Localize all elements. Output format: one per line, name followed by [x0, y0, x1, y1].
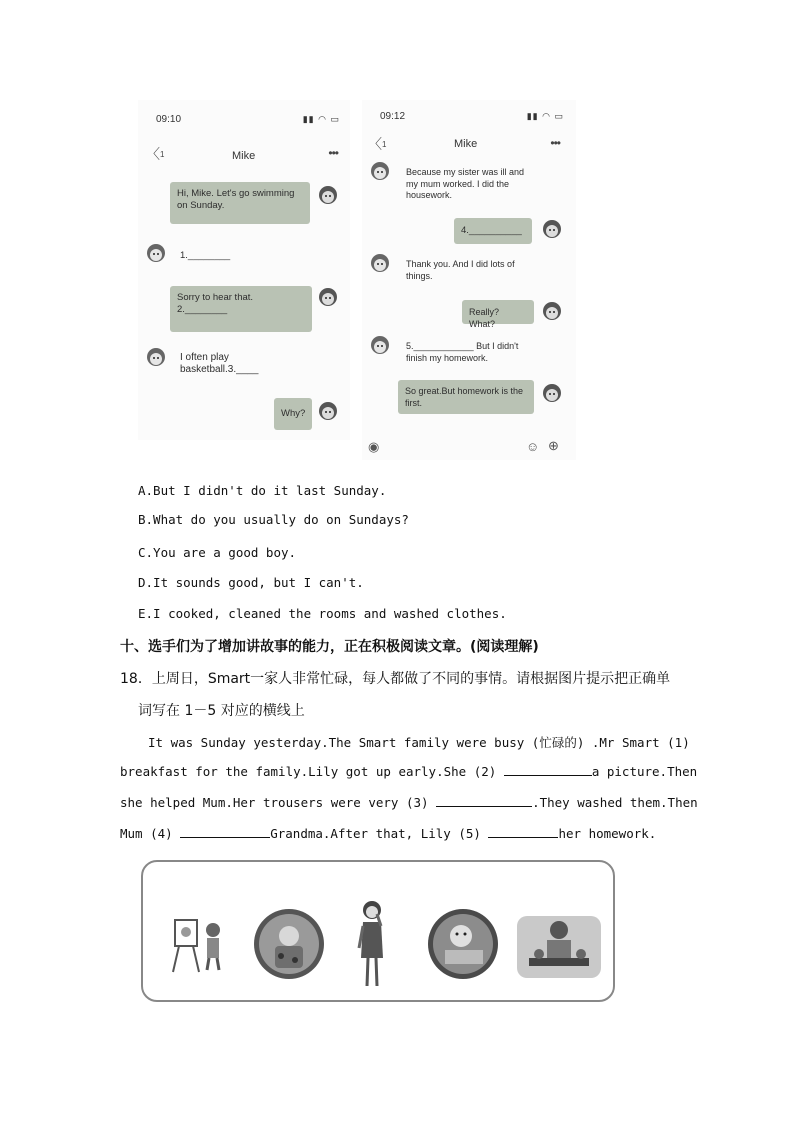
question-18-instruction-cont: 词写在 1－5 对应的横线上 [138, 703, 305, 719]
chat-bubble: Really? What? [462, 300, 534, 324]
chat-bubble: So great.But homework is the first. [398, 380, 534, 414]
chevron-left-icon[interactable]: 〈 [146, 146, 160, 162]
chat-message: I often play basketball.3.____ [180, 352, 259, 375]
chat-bubble: 4.__________ [454, 218, 532, 244]
painting-picture [169, 916, 229, 976]
passage-line-4 [120, 826, 656, 841]
chevron-left-icon[interactable]: 〈 [368, 136, 382, 152]
chat-message: Thank you. And I did lots of things. [406, 259, 515, 281]
passage-text: .They washed them.Then [532, 795, 698, 810]
friend-avatar [144, 346, 168, 370]
answer-blank-3[interactable] [436, 796, 532, 807]
homework-picture [425, 906, 501, 982]
more-dots-icon[interactable]: ••• [328, 146, 338, 160]
signal-wifi-battery-icon: ▮▮ ◠ ▭ [526, 111, 564, 121]
add-icon[interactable]: ⊕ [548, 438, 559, 453]
friend-avatar [368, 334, 392, 358]
dirty-clothes-picture [251, 906, 327, 982]
mike-avatar [316, 400, 340, 424]
option-a: A.But I didn't do it last Sunday. [138, 483, 387, 498]
more-dots-icon[interactable]: ••• [550, 136, 560, 150]
answer-blank-2[interactable] [504, 765, 592, 776]
section-title: 十、选手们为了增加讲故事的能力，正在积极阅读文章。(阅读理解) [120, 639, 539, 655]
chat-message: 5.____________ But I didn't finish my homework. [406, 341, 519, 363]
answer-blank-4[interactable] [180, 827, 270, 838]
picture-hints-box [141, 860, 615, 1002]
status-time: 09:12 [380, 111, 406, 122]
chat-message: 1.________ [180, 250, 231, 261]
mike-avatar [540, 382, 564, 406]
friend-avatar [368, 252, 392, 276]
chat-message: Because my sister was ill and my mum worked. I did the housework. [406, 167, 525, 200]
status-time: 09:10 [156, 114, 182, 125]
option-b: B.What do you usually do on Sundays? [138, 512, 409, 527]
chat-title: Mike [232, 150, 256, 162]
emoji-icon[interactable]: ☺ [526, 439, 540, 454]
passage-text: Grandma.After that, Lily (5) [270, 826, 489, 841]
mike-avatar [540, 218, 564, 242]
chat-title: Mike [454, 138, 478, 150]
chat-screenshot-2 [362, 100, 576, 460]
chat-bubble: Why? [274, 398, 312, 430]
option-c: C.You are a good boy. [138, 545, 297, 560]
answer-blank-5[interactable] [488, 827, 558, 838]
unread-count: 1 [382, 140, 387, 149]
signal-wifi-battery-icon: ▮▮ ◠ ▭ [302, 114, 340, 124]
friend-avatar [368, 160, 392, 184]
unread-count: 1 [160, 150, 165, 159]
chat-bubble: Sorry to hear that. 2.________ [170, 286, 312, 332]
passage-text: Mum (4) [120, 826, 181, 841]
option-e: E.I cooked, cleaned the rooms and washed clothes. [138, 606, 507, 621]
mike-avatar [316, 184, 340, 208]
mother-picture [355, 898, 389, 994]
passage-line-2 [120, 764, 697, 779]
friend-avatar [144, 242, 168, 266]
question-18-instruction: 18．上周日，Smart一家人非常忙碌，每人都做了不同的事情。请根据图片提示把正确单 [120, 671, 671, 687]
cooking-picture [515, 910, 603, 982]
chat-bubble: Hi, Mike. Let's go swimming on Sunday. [170, 182, 310, 224]
passage-text: a picture.Then [591, 764, 698, 779]
mike-avatar [316, 286, 340, 310]
passage-text: she helped Mum.Her trousers were very (3) [120, 795, 437, 810]
mike-avatar [540, 300, 564, 324]
voice-icon[interactable]: ◉ [368, 439, 380, 454]
option-d: D.It sounds good, but I can't. [138, 575, 364, 590]
passage-line-1: It was Sunday yesterday.The Smart family were busy (忙碌的) .Mr Smart (1) [148, 735, 690, 750]
passage-text: breakfast for the family.Lily got up early.She (2) [120, 764, 504, 779]
chat-screenshot-1 [138, 100, 350, 440]
passage-text: her homework. [558, 826, 657, 841]
passage-line-3 [120, 795, 698, 810]
